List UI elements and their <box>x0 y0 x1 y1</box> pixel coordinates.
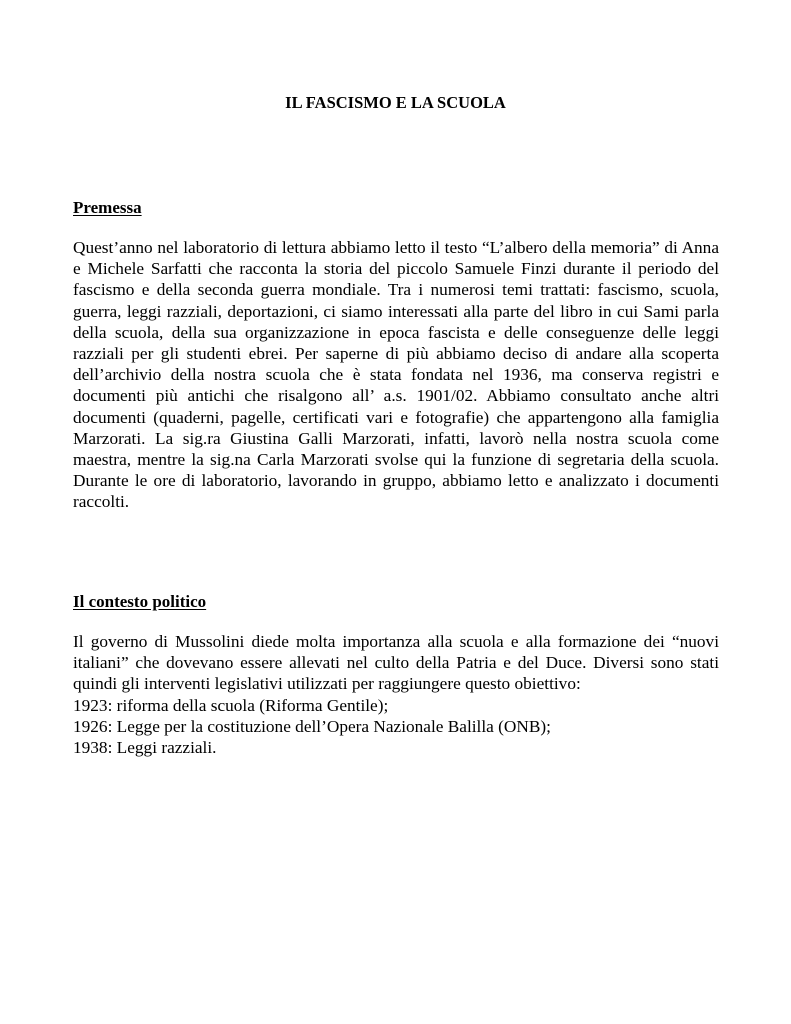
list-item: 1926: Legge per la costituzione dell’Opera Nazionale Balilla (ONB); <box>73 716 551 736</box>
section-paragraph-contesto-politico: Il governo di Mussolini diede molta importanza alla scuola e alla formazione dei “nuovi italiani” che dovevano essere allevati nel culto della Patria e del Duce. Diversi sono stati quindi gli interventi legislativi utilizzati per raggiungere questo obiettivo: <box>73 632 719 694</box>
list-item: 1923: riforma della scuola (Riforma Gentile); <box>73 695 389 715</box>
list-item: 1938: Leggi razziali. <box>73 738 217 758</box>
section-heading-premessa: Premessa <box>73 198 142 217</box>
document-title: IL FASCISMO E LA SCUOLA <box>285 93 506 112</box>
section-body-contesto-politico <box>73 631 719 758</box>
section-heading-contesto-politico: Il contesto politico <box>73 592 207 611</box>
section-paragraph-premessa: Quest’anno nel laboratorio di lettura abbiamo letto il testo “L’albero della memoria” di Anna e Michele Sarfatti che racconta la storia del piccolo Samuele Finzi durante il periodo del fascismo e della seconda guerra mondiale. Tra i numerosi temi trattati: fascismo, scuola, guerra, leggi razziali, deportazioni, ci siamo interessati alla parte del libro in cui Sami parla della scuola, della sua organizzazione in epoca fascista e delle conseguenze delle leggi razziali per gli studenti ebrei. Per saperne di più abbiamo deciso di andare alla scoperta dell’archivio della nostra scuola che è stata fondata nel 1936, ma conserva registri e documenti più antichi che risalgono all’ a.s. 1901/02. Abbiamo consultato anche altri documenti (quaderni, pagelle, certificati vari e fotografie) che appartengono alla famiglia Marzorati. La sig.ra Giustina Galli Marzorati, infatti, lavorò nella nostra scuola come maestra, mentre la sig.na Carla Marzorati svolse qui la funzione di segretaria della scuola. Durante le ore di laboratorio, lavorando in gruppo, abbiamo letto e analizzato i documenti raccolti. <box>73 238 719 512</box>
